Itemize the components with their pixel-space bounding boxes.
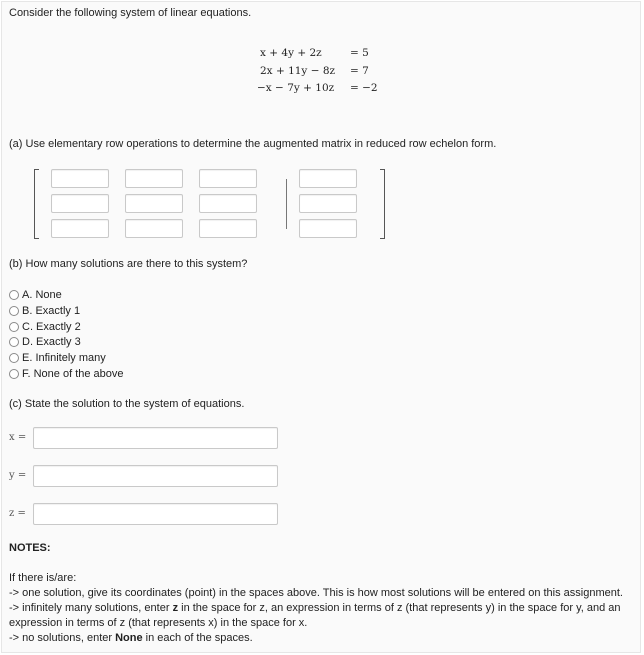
z-label: z = (9, 508, 26, 519)
notes-line-infinite-a: -> infinitely many solutions, enter (9, 602, 170, 614)
question-panel (1, 1, 641, 653)
radio-button[interactable] (9, 337, 19, 347)
x-input[interactable] (33, 427, 278, 449)
notes-line-infinite-cont: expression in terms of z (that represents x) in the space for x. (9, 617, 308, 629)
matrix-cell-r3c2[interactable] (125, 219, 183, 238)
matrix-cell-r1c1[interactable] (51, 169, 109, 188)
equation-1-rhs: = 5 (350, 47, 369, 59)
notes-title: NOTES: (9, 542, 51, 554)
matrix-cell-r2c3[interactable] (199, 194, 257, 213)
option-label: C. Exactly 2 (22, 320, 81, 333)
radio-button[interactable] (9, 290, 19, 300)
matrix-right-bracket (380, 169, 385, 239)
matrix-left-bracket (34, 169, 39, 239)
y-input[interactable] (33, 465, 278, 487)
notes-line-infinite (9, 602, 621, 614)
matrix-cell-r3c3[interactable] (199, 219, 257, 238)
notes-line-no-solution-none: None (115, 632, 143, 644)
part-a-prompt: (a) Use elementary row operations to determine the augmented matrix in reduced row echelon form. (9, 138, 497, 150)
option-none-of-above[interactable] (9, 366, 124, 381)
option-exactly-1[interactable] (9, 303, 80, 318)
equation-2-lhs: 2x + 11y − 8z (260, 65, 336, 77)
equation-3-lhs: −x − 7y + 10z (257, 82, 335, 94)
part-c-prompt: (c) State the solution to the system of equations. (9, 398, 245, 410)
option-exactly-2[interactable] (9, 319, 81, 334)
radio-button[interactable] (9, 353, 19, 363)
part-b-prompt: (b) How many solutions are there to this system? (9, 258, 248, 270)
matrix-cell-r3c1[interactable] (51, 219, 109, 238)
notes-if-there: If there is/are: (9, 572, 77, 584)
matrix-cell-r1c4[interactable] (299, 169, 357, 188)
notes-line-no-solution-c: in each of the spaces. (145, 632, 253, 644)
matrix-cell-r1c3[interactable] (199, 169, 257, 188)
option-infinitely-many[interactable] (9, 350, 106, 365)
option-label: A. None (22, 288, 62, 301)
matrix-cell-r2c4[interactable] (299, 194, 357, 213)
option-label: F. None of the above (22, 367, 124, 380)
intro-text: Consider the following system of linear equations. (9, 7, 252, 19)
notes-line-infinite-c: in the space for z, an expression in terms of z (that represents y) in the space for y, and an (181, 602, 621, 614)
z-input[interactable] (33, 503, 278, 525)
x-label: x = (9, 432, 27, 443)
option-label: B. Exactly 1 (22, 304, 81, 317)
equation-1-lhs: x + 4y + 2z (260, 47, 322, 59)
matrix-cell-r3c4[interactable] (299, 219, 357, 238)
notes-line-infinite-z: z (172, 602, 179, 614)
notes-line-no-solution (9, 632, 253, 644)
equation-3-rhs: = −2 (350, 82, 378, 94)
notes-line-no-solution-a: -> no solutions, enter (9, 632, 113, 644)
radio-button[interactable] (9, 369, 19, 379)
option-none[interactable] (9, 287, 62, 302)
option-label: D. Exactly 3 (22, 335, 81, 348)
radio-button[interactable] (9, 322, 19, 332)
matrix-cell-r2c2[interactable] (125, 194, 183, 213)
matrix-cell-r1c2[interactable] (125, 169, 183, 188)
option-exactly-3[interactable] (9, 334, 81, 349)
option-label: E. Infinitely many (22, 351, 106, 364)
notes-line-one-solution: -> one solution, give its coordinates (point) in the spaces above. This is how most solutions will be entered on this assignment. (9, 587, 623, 599)
equation-2-rhs: = 7 (350, 65, 369, 77)
y-label: y = (9, 470, 27, 481)
matrix-cell-r2c1[interactable] (51, 194, 109, 213)
radio-button[interactable] (9, 306, 19, 316)
matrix-augment-separator (286, 179, 287, 229)
